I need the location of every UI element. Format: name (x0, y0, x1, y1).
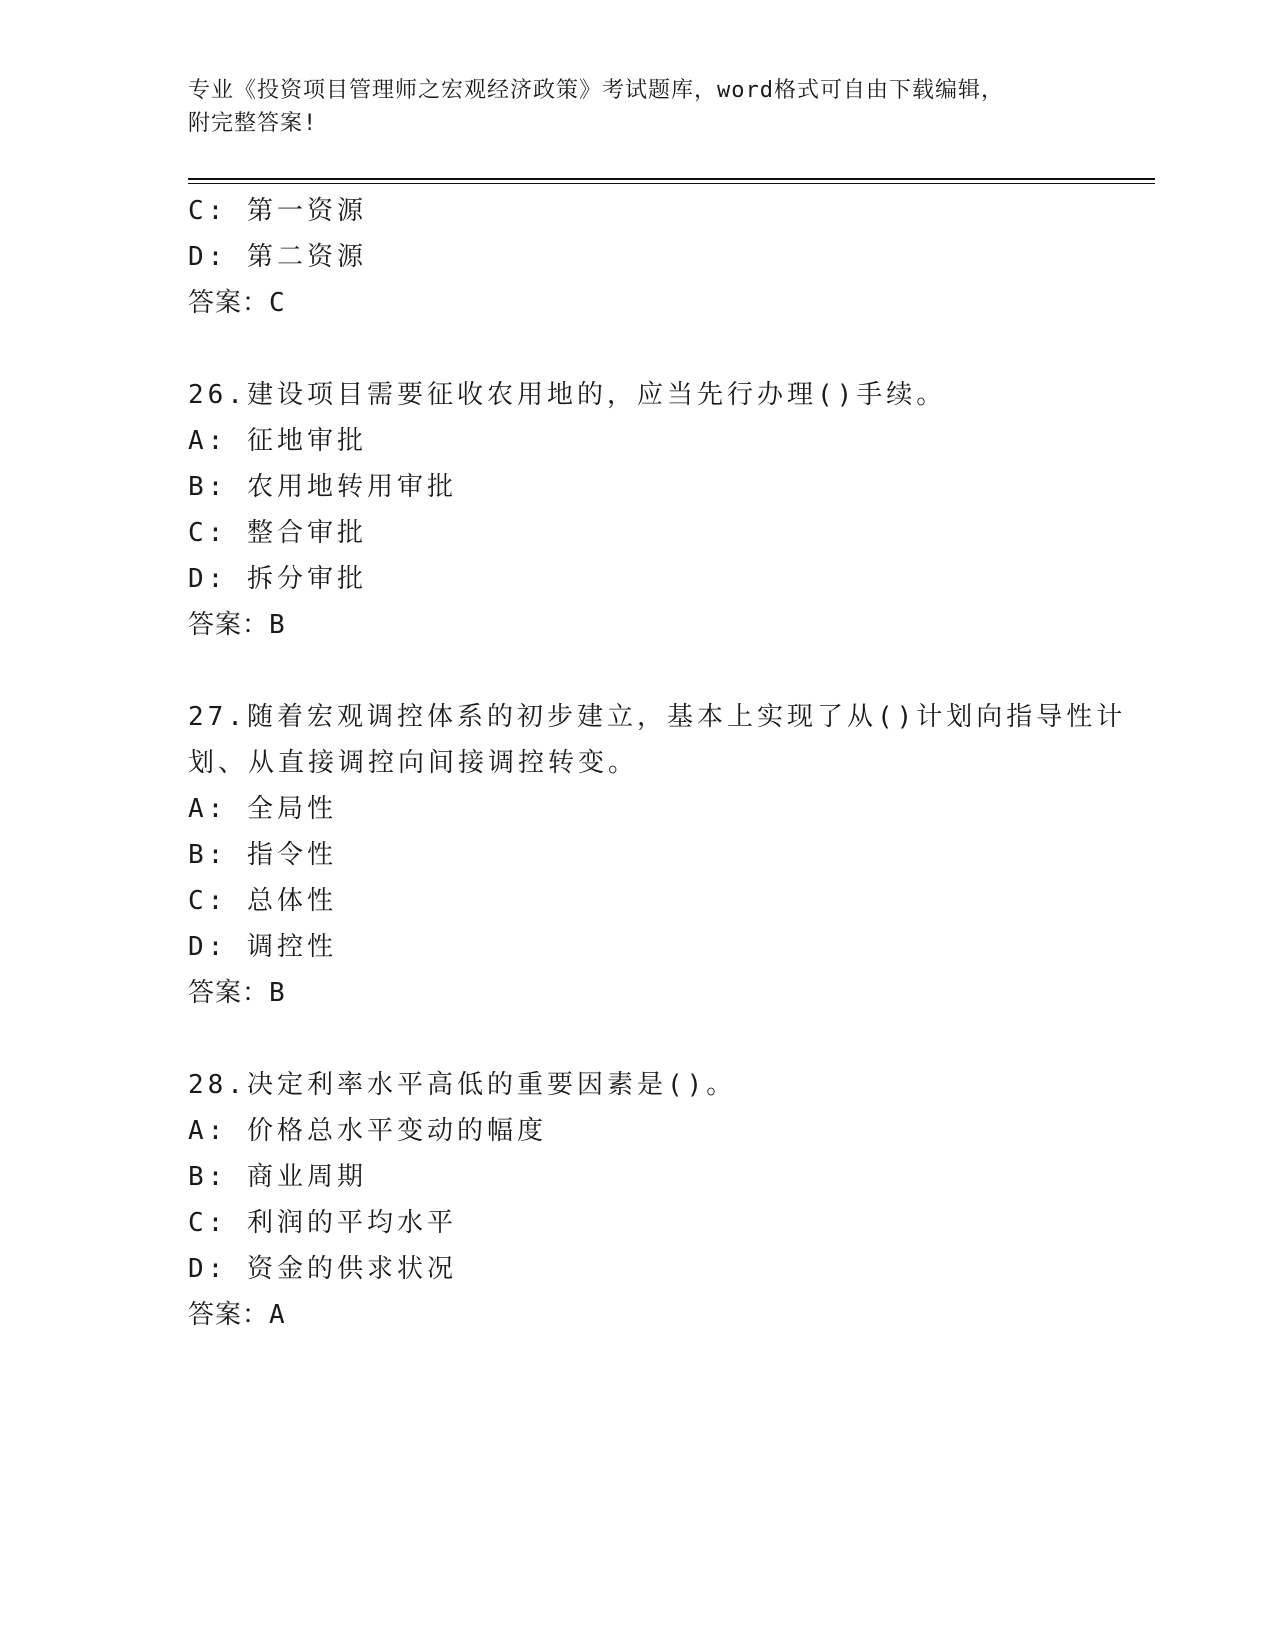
spacer (188, 648, 1088, 694)
option-a (188, 1108, 1088, 1154)
option-text: 全局性 (246, 794, 337, 824)
option-b (188, 1154, 1088, 1200)
option-text: 商业周期 (246, 1162, 367, 1192)
spacer (188, 326, 1088, 372)
option-text: 农用地转用审批 (246, 472, 457, 502)
question-26 (188, 372, 1088, 648)
header-rule-thin (188, 183, 1155, 184)
answer-line: 答案：A (188, 1300, 286, 1330)
question-stem: 28.决定利率水平高低的重要因素是()。 (188, 1070, 737, 1100)
option-c (188, 510, 1088, 556)
question-27 (188, 694, 1127, 1016)
header-line-2: 附完整答案! (188, 111, 318, 136)
option-key: D: (188, 932, 228, 962)
header-rule-thick (188, 178, 1155, 180)
page-header (188, 74, 1088, 140)
option-text: 总体性 (246, 886, 337, 916)
question-list (188, 188, 1127, 1338)
header-line-1: 专业《投资项目管理师之宏观经济政策》考试题库，word格式可自由下载编辑， (188, 78, 1004, 103)
option-c (188, 878, 1088, 924)
option-key: B: (188, 840, 228, 870)
option-text: 征地审批 (246, 426, 367, 456)
option-d (188, 1246, 1088, 1292)
option-key: C: (188, 196, 228, 226)
option-d (188, 234, 1088, 280)
option-key: A: (188, 794, 228, 824)
option-key: B: (188, 472, 228, 502)
option-key: D: (188, 1254, 228, 1284)
question-stem: 26.建设项目需要征收农用地的，应当先行办理()手续。 (188, 380, 947, 410)
question-28 (188, 1062, 1088, 1338)
answer-line: 答案：B (188, 978, 286, 1008)
answer-line: 答案：C (188, 288, 286, 318)
option-key: C: (188, 886, 228, 916)
spacer (188, 1016, 1088, 1062)
option-a (188, 418, 1088, 464)
option-key: D: (188, 564, 228, 594)
option-text: 第一资源 (246, 196, 367, 226)
option-key: C: (188, 518, 228, 548)
option-c (188, 188, 1088, 234)
option-c (188, 1200, 1088, 1246)
answer-line: 答案：B (188, 610, 286, 640)
question-stem-line-1: 27.随着宏观调控体系的初步建立，基本上实现了从()计划向指导性计 (188, 702, 1127, 732)
option-text: 资金的供求状况 (246, 1254, 457, 1284)
option-b (188, 832, 1088, 878)
option-key: C: (188, 1208, 228, 1238)
option-text: 调控性 (246, 932, 337, 962)
option-d (188, 924, 1088, 970)
option-b (188, 464, 1088, 510)
option-text: 指令性 (246, 840, 337, 870)
option-text: 拆分审批 (246, 564, 367, 594)
option-d (188, 556, 1088, 602)
option-text: 整合审批 (246, 518, 367, 548)
option-key: B: (188, 1162, 228, 1192)
option-key: D: (188, 242, 228, 272)
option-text: 第二资源 (246, 242, 367, 272)
option-key: A: (188, 426, 228, 456)
option-a (188, 786, 1088, 832)
option-text: 价格总水平变动的幅度 (246, 1116, 547, 1146)
question-stem-line-2: 划、从直接调控向间接调控转变。 (188, 748, 639, 778)
option-text: 利润的平均水平 (246, 1208, 457, 1238)
question-25-continued (188, 188, 1088, 326)
option-key: A: (188, 1116, 228, 1146)
